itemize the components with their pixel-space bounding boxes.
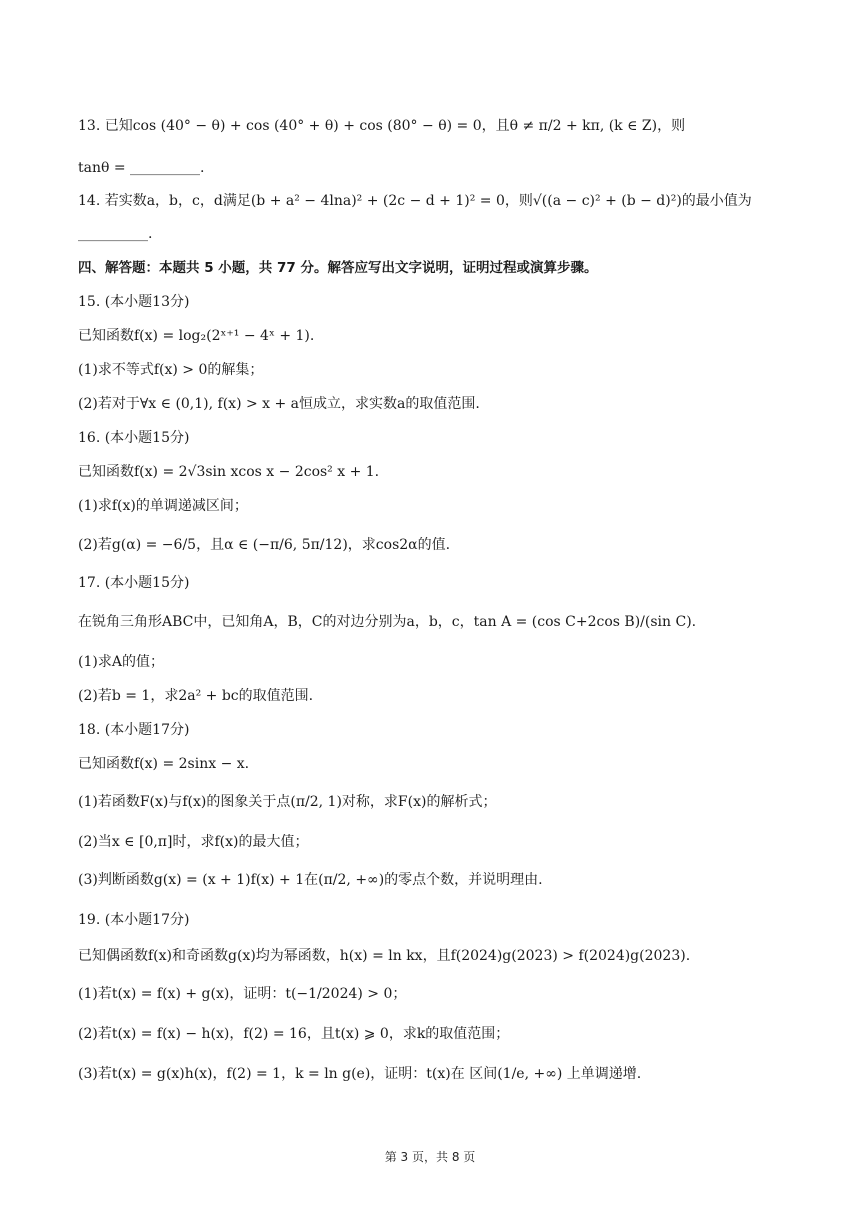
q19-part1: (1)若t(x) = f(x) + g(x)，证明：t(−1/2024) > 0；	[78, 986, 407, 1002]
q15-part2: (2)若对于∀x ∈ (0,1), f(x) > x + a恒成立，求实数a的取值范围.	[78, 396, 480, 412]
q16-part1: (1)求f(x)的单调递减区间；	[78, 498, 248, 514]
q13-line2-answer-blank: tanθ = __________.	[78, 160, 205, 176]
q15-title: 15. (本小题13分)	[78, 294, 190, 310]
section-heading: 四、解答题：本题共 5 小题，共 77 分。解答应写出文字说明，证明过程或演算步骤。	[78, 260, 598, 276]
q17-title: 17. (本小题15分)	[78, 575, 190, 591]
q19-stem: 已知偶函数f(x)和奇函数g(x)均为幂函数，h(x) = ln kx，且f(2024)g(2023) > f(2024)g(2023).	[78, 948, 691, 964]
q15-part1: (1)求不等式f(x) > 0的解集；	[78, 362, 264, 378]
q18-title: 18. (本小题17分)	[78, 722, 190, 738]
q16-part2: (2)若g(α) = −6/5，且α ∈ (−π/6, 5π/12)，求cos2α的值.	[78, 537, 451, 553]
q19-part3: (3)若t(x) = g(x)h(x)，f(2) = 1，k = ln g(e)，证明：t(x)在 区间(1/e, +∞) 上单调递增.	[78, 1066, 642, 1082]
q17-part2: (2)若b = 1，求2a² + bc的取值范围.	[78, 688, 314, 704]
q14-answer-blank: __________.	[78, 226, 153, 242]
q18-stem: 已知函数f(x) = 2sinx − x.	[78, 756, 250, 772]
q16-stem: 已知函数f(x) = 2√3sin xcos x − 2cos² x + 1.	[78, 464, 380, 480]
page-number-footer: 第 3 页，共 8 页	[384, 1150, 476, 1164]
q15-stem: 已知函数f(x) = log₂(2ˣ⁺¹ − 4ˣ + 1).	[78, 328, 315, 344]
q17-part1: (1)求A的值；	[78, 654, 164, 670]
q16-title: 16. (本小题15分)	[78, 430, 190, 446]
q19-title: 19. (本小题17分)	[78, 912, 190, 928]
q13-line1: 13. 已知cos (40° − θ) + cos (40° + θ) + cos (80° − θ) = 0，且θ ≠ π/2 + kπ, (k ∈ Z)，则	[78, 118, 686, 134]
q18-part2: (2)当x ∈ [0,π]时，求f(x)的最大值；	[78, 834, 309, 850]
q18-part3: (3)判断函数g(x) = (x + 1)f(x) + 1在(π/2, +∞)的零点个数，并说明理由.	[78, 872, 543, 888]
q14-line1: 14. 若实数a，b，c，d满足(b + a² − 4lna)² + (2c − d + 1)² = 0，则√((a − c)² + (b − d)²)的最小值为	[78, 193, 752, 209]
q18-part1: (1)若函数F(x)与f(x)的图象关于点(π/2, 1)对称，求F(x)的解析式；	[78, 794, 497, 810]
q17-stem: 在锐角三角形ABC中，已知角A，B，C的对边分别为a，b，c，tan A = (cos C+2cos B)/(sin C).	[78, 614, 697, 630]
q19-part2: (2)若t(x) = f(x) − h(x)，f(2) = 16，且t(x) ⩾ 0，求k的取值范围；	[78, 1026, 510, 1042]
